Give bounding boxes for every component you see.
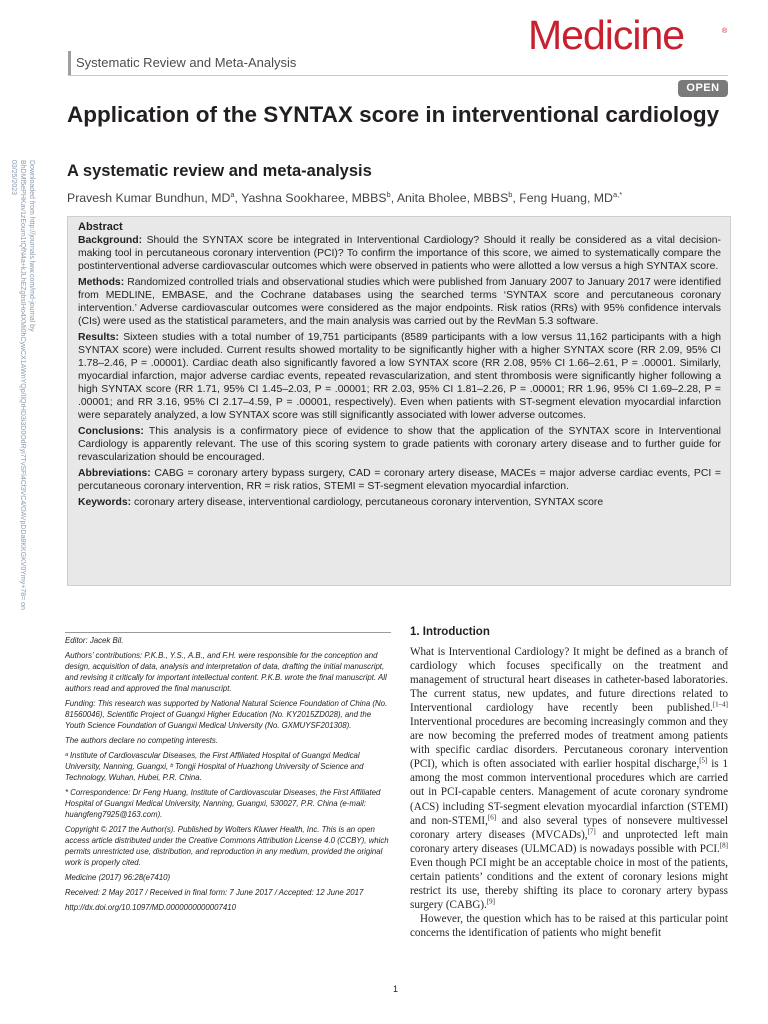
author-affiliation-mark: a [230,190,235,199]
abstract-methods-label: Methods: [78,277,125,288]
intro-text: Even though PCI might be an acceptable choice in most of the patients, certain patients’ conditions and the extent of coronary lesions might restrict its use, thereby shifting its place to coronary artery bypass surgery (CABG). [410,856,728,911]
author-name: Pravesh Kumar Bundhun, MD [67,191,231,206]
abstract-abbreviations [78,467,721,493]
author-name: Feng Huang, MD [519,191,613,206]
page-number: 1 [393,984,399,994]
doi-link[interactable]: http://dx.doi.org/10.1097/MD.0000000000007410 [65,903,236,912]
reference-link[interactable]: [5] [699,756,708,765]
copyright-notice: Copyright © 2017 the Author(s). Published by Wolters Kluwer Health, Inc. This is an open access article distributed under the Creative Commons Attribution License 4.0 (CCBY), which permits unrestricted use, distribution, and reproduction in any medium, provided the original work is properly cited. [65,825,389,867]
section-marker-bar [68,51,71,75]
author-contributions: Authors’ contributions: P.K.B., Y.S., A.B., and F.H. were responsible for the conception and design, acquisition of data, analysis and interpretation of data, drafting the initial manuscript, and revising it critically for important intellectual content. P.K.B. wrote the final manuscript. All authors read and approved the final manuscript. [65,651,387,693]
author-affiliation-mark: a,* [612,190,623,199]
editor-note: Editor: Jacek Bil. [65,636,124,645]
competing-interests: The authors declare no competing interests. [65,736,219,745]
reference-link[interactable]: [9] [486,897,495,906]
abstract-abbreviations-text: CABG = coronary artery bypass surgery, CAD = coronary artery disease, MACEs = major adverse cardiac events, PCI = percutaneous coronary intervention, RR = risk ratios, STEMI = ST-segment elevation myocardial infarction. [78,468,721,492]
header-divider [68,75,728,76]
correspondence: * Correspondence: Dr Feng Huang, Institute of Cardiovascular Diseases, the First Affiliated Hospital of Guangxi Medical University, Nanning, Guangxi, 530027, P.R. China (e-mail: huangfeng7925@163.com). [65,788,381,819]
introduction-paragraph [410,645,728,912]
abstract-background [78,234,721,273]
abstract-background-text: Should the SYNTAX score be integrated in Interventional Cardiology? Should it really be considered as a vital decision-making tool in percutaneous coronary intervention (PCI)? To confirm the importance of this score, we aimed to systematically compare the postinterventional adverse cardiovascular outcomes which were observed in patients who were allotted a low versus a high SYNTAX score. [78,235,721,272]
author-separator: , [234,191,242,206]
abstract-background-label: Background: [78,235,143,246]
author-separator: , [390,191,397,206]
intro-text: Interventional procedures are becoming increasingly common and they are now becoming the preferred modes of treatment among patients with specific cardiac disorders. Percutaneous coronary intervention (PCI), which is often associated with earlier hospital discharge, [410,716,728,771]
download-watermark [10,160,36,630]
abstract-abbreviations-label: Abbreviations: [78,468,151,479]
author-name: Anita Bholee, MBBS [396,191,509,206]
abstract-results [78,331,721,422]
reference-link[interactable]: [1–4] [712,700,728,709]
received-dates: Received: 2 May 2017 / Received in final form: 7 June 2017 / Accepted: 12 June 2017 [65,888,364,897]
article-title: Application of the SYNTAX score in interventional cardiology [67,102,720,127]
reference-link[interactable]: [6] [487,812,497,821]
reference-link[interactable]: [8] [719,840,728,849]
author-separator: , [512,191,520,206]
author-list [67,190,737,205]
author-affiliation-mark: b [386,190,391,199]
open-access-badge: OPEN [678,80,728,97]
reference-link[interactable]: [7] [587,826,596,835]
author-affiliation-mark: b [508,190,513,199]
intro-text: and unprotected left main coronary artery diseases (ULMCAD) is nowadays possible with PCI. [410,828,728,855]
author-name: Yashna Sookharee, MBBS [241,191,387,206]
introduction-heading: 1. Introduction [410,626,490,638]
front-matter-notes [65,632,391,917]
citation: Medicine (2017) 96:28(e7410) [65,873,171,882]
introduction-body [410,645,728,940]
abstract-conclusions-label: Conclusions: [78,426,144,437]
abstract-methods [78,276,721,328]
abstract-conclusions-text: This analysis is a confirmatory piece of evidence to show that the application of the SYNTAX score in Interventional Cardiology is apparently relevant. The use of this scoring system to grade patients with coronary artery disease and to further guide for revascularization should be encouraged. [78,426,721,463]
introduction-paragraph: However, the question which has to be raised at this particular point concerns the identification of patients who might benefit [410,912,728,939]
intro-text: is 1 among the most common interventional procedures which are carried out in PCI-capable centers. Management of acute coronary syndrome (ACS) including ST-segment elevation myocardial infarction (STEMI) and non-STEMI, [410,758,728,827]
abstract-methods-text: Randomized controlled trials and observational studies which were published from January 2007 to January 2017 were identified from MEDLINE, EMBASE, and the Cochrane databases using the searched terms ‘SYNTAX score and percutaneous coronary intervention.’ Adverse cardiovascular outcomes were considered as the major endpoints. Risk ratios (RRs) with 95% confidence intervals (CIs) were used as the statistical parameters, and the main analysis was carried out by the RevMan 5.3 software. [78,277,721,327]
abstract-keywords-label: Keywords: [78,497,132,508]
article-type-label: Systematic Review and Meta-Analysis [76,55,297,70]
abstract-keywords-text: coronary artery disease, interventional cardiology, percutaneous coronary intervention, SYNTAX score [134,497,604,508]
abstract-results-label: Results: [78,332,119,343]
abstract-box [67,216,731,586]
abstract-keywords [78,496,721,509]
registered-mark: ® [722,28,728,35]
abstract-heading: Abstract [78,221,123,233]
funding-note: Funding: This research was supported by National Natural Science Foundation of China (No. 81560046), Scientific Project of Guangxi Higher Education (No. KY2015ZD028), and the Youth Science Foundation of Guangxi Medical University (No. GXMUYSF201308). [65,699,388,730]
abstract-results-text: Sixteen studies with a total number of 19,751 participants (8589 participants with a low versus 11,162 participants with a high SYNTAX score) were included. Current results showed mortality to be significantly higher with a higher SYNTAX score (RR 2.09, 95% CI 1.78–2.46, P = .00001). Cardiac death also significantly favored a low SYNTAX score (RR 2.08, 95% CI 1.66–2.61, P = .00001. Similarly, myocardial infarction, major adverse cardiac events, repeated revascularization, and stent thrombosis were significantly higher following a high SYNTAX score (RR 1.71, 95% CI 1.45–2.03, P = .00001; RR 2.03, 95% CI 1.81–2.26, P = .00001; RR 1.96, 95% CI 1.69–2.28, P = .00001; and RR 3.16, 95% CI 2.17–4.59, P = .00001, respectively). Even when patients with ST-segment elevation myocardial infarction were separately analyzed, a low SYNTAX score was still significantly associated with lower adverse outcomes. [78,332,721,421]
article-subtitle: A systematic review and meta-analysis [67,162,372,180]
affiliations: ᵃ Institute of Cardiovascular Diseases, the First Affiliated Hospital of Guangxi Medical University, Nanning, Guangxi, ᵇ Tongji Hospital of Huazhong University of Science and Technology, Wuhan, Hubei, P.R. China. [65,751,364,782]
intro-text: and also several types of nonsevere multivessel coronary artery diseases (MVCADs), [410,814,728,841]
abstract-conclusions [78,425,721,464]
download-note: Downloaded from http://journals.lww.com/md-journal by BhDMf5ePHKav1zEoum1tQfN4a+kJLhEZgbsIHo4XMi0hCywCX1AWnYQp/IlQrHD3i3D0OdRyi7TvSFl4Cf3VC4/OAVpDDa8KKGKV0Ymy+78= on 03/25/2023 [10,160,35,610]
journal-logo: Medicine [528,12,685,58]
intro-text: What is Interventional Cardiology? It might be defined as a branch of cardiology which focuses specifically on the treatment and management of structural heart diseases in catheter-based laboratories. The current status, new updates, and future directions related to Interventional cardiology have recently been published. [410,646,728,715]
